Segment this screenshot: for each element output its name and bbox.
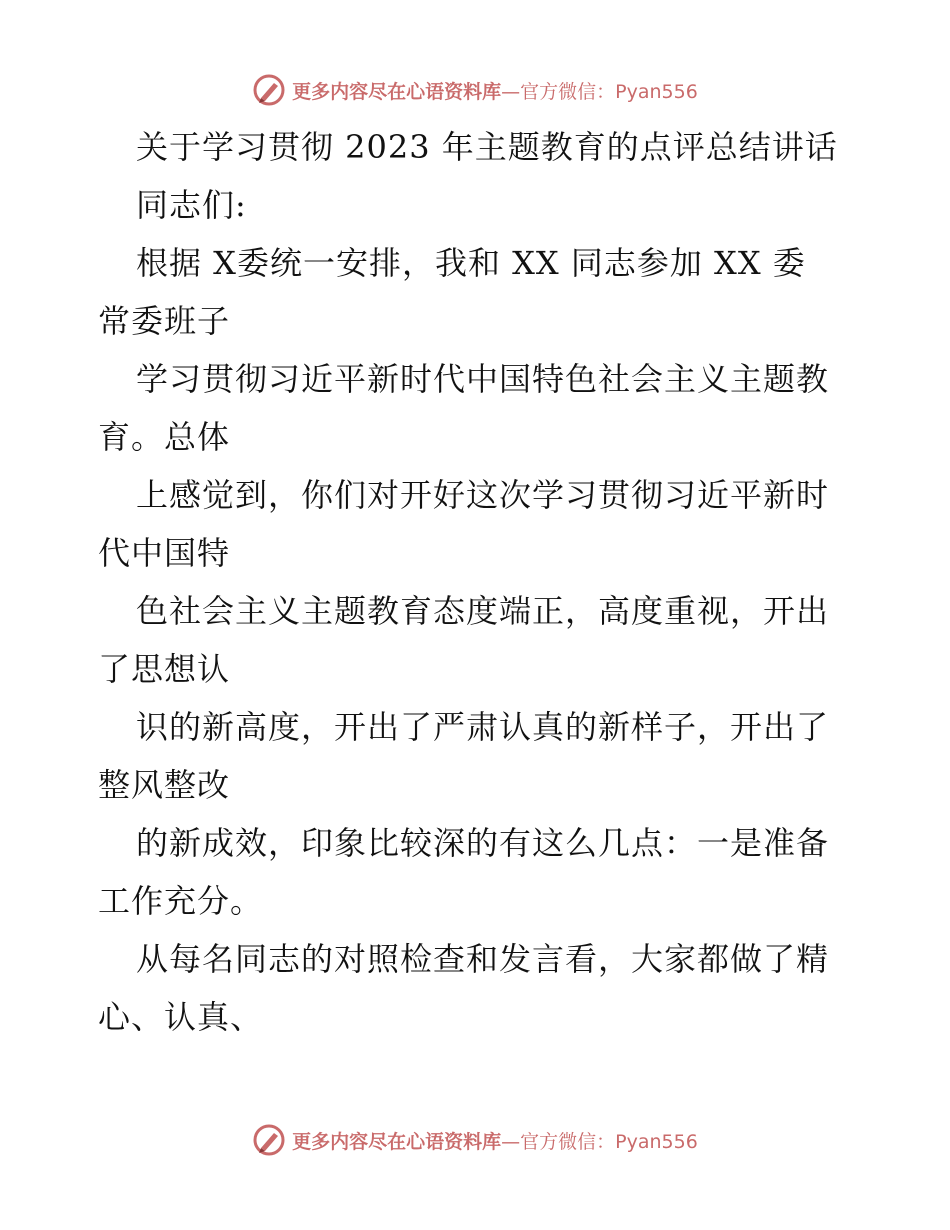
footer-banner-text: [292, 1127, 698, 1154]
body-line: 常委班子: [98, 302, 231, 340]
body-line: 从每名同志的对照检查和发言看，大家都做了精: [136, 940, 830, 978]
header-banner-separator: —: [501, 80, 521, 103]
header-banner-main: 更多内容尽在心语资料库: [292, 80, 502, 103]
footer-banner-main: 更多内容尽在心语资料库: [292, 1130, 502, 1153]
header-banner-text: [292, 77, 698, 104]
salutation: 同志们:: [136, 186, 247, 224]
body-line: 代中国特: [98, 534, 231, 572]
body-line: 上感觉到，你们对开好这次学习贯彻习近平新时: [136, 476, 830, 514]
document-title: 关于学习贯彻 2023 年主题教育的点评总结讲话: [136, 128, 838, 166]
body-line: 识的新高度，开出了严肃认真的新样子，开出了: [136, 708, 830, 746]
pen-logo-icon: [252, 1123, 286, 1157]
body-line: 心、认真、: [98, 998, 264, 1036]
body-line: 了思想认: [98, 650, 231, 688]
body-line: 色社会主义主题教育态度端正，高度重视，开出: [136, 592, 830, 630]
footer-banner: [0, 1120, 950, 1160]
footer-banner-separator: —: [501, 1130, 521, 1153]
document-body: [98, 118, 858, 1046]
pen-logo-icon: [252, 73, 286, 107]
body-line: 学习贯彻习近平新时代中国特色社会主义主题教: [136, 360, 830, 398]
footer-banner-wechat: 官方微信：Pyan556: [520, 1130, 698, 1153]
header-banner: [0, 70, 950, 110]
body-line: 整风整改: [98, 766, 231, 804]
body-line: 根据 X委统一安排，我和 XX 同志参加 XX 委: [136, 244, 806, 282]
body-line: 工作充分。: [98, 882, 264, 920]
body-line: 育。总体: [98, 418, 231, 456]
body-line: 的新成效，印象比较深的有这么几点：一是准备: [136, 824, 830, 862]
header-banner-wechat: 官方微信：Pyan556: [520, 80, 698, 103]
